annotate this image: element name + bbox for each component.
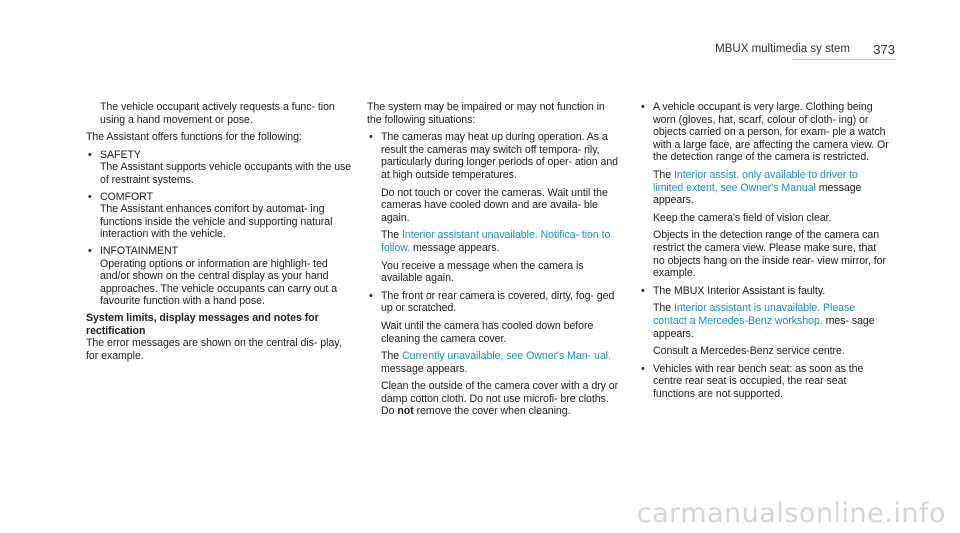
intro-paragraph: The vehicle occupant actively requests a func- tion using a hand movement or pose. [100, 101, 335, 126]
instruction-text: Wait until the camera has cooled down before cleaning the camera cover. [381, 319, 594, 345]
header-rule [792, 59, 896, 60]
list-item-comfort [86, 191, 356, 241]
message-paragraph [381, 229, 622, 254]
service-text: Consult a Mercedes-Benz service centre. [653, 345, 845, 358]
list-item-text: • Vehicles with rear bench seat: as soon as the centre rear seat is occupied, the rear seat functions are not supported. [653, 362, 864, 400]
column-left [86, 101, 356, 367]
message-prefix: The [653, 302, 672, 315]
watermark: carmanualsonline.info [636, 498, 946, 529]
display-message-link: Currently unavailable, see Owner's Man- ual. [402, 350, 611, 363]
list-item-text: • A vehicle occupant is very large. Clothing being worn (gloves, hat, scarf, colour of cloth- ing) or objects carried on a person, for exam- ple a watch with a large face, are affecting the camera view. Or the detection range of the camera is restricted. [653, 101, 889, 164]
emphasis-not: not [397, 405, 414, 418]
list-item-infotainment [86, 245, 356, 308]
column-middle [367, 101, 622, 423]
section-heading: System limits, display messages and notes for rectification [86, 311, 319, 337]
list-item-text: The Assistant supports vehicle occupants with the use of restraint systems. [100, 161, 352, 186]
message-prefix: The [653, 168, 672, 181]
display-message-link: Interior assistant is unavailable. Please contact a Mercedes-Benz workshop. [653, 302, 856, 327]
error-messages-paragraph: The error messages are shown on the central dis- play, for example. [86, 337, 342, 362]
header-title: MBUX multimedia sy stem [715, 43, 850, 55]
instruction-text: Keep the camera's field of vision clear. [653, 211, 832, 224]
page-header [0, 40, 960, 60]
list-item-heat [367, 131, 622, 285]
message-suffix: mes- sage appears. [653, 314, 875, 340]
message-prefix: The [381, 229, 400, 242]
list-item-text: • The front or rear camera is covered, dirty, fog- ged up or scratched. [381, 289, 615, 315]
message-paragraph [653, 169, 889, 207]
list-item-title: • SAFETY [100, 148, 141, 161]
message-suffix: message appears. [381, 362, 468, 375]
list-item-text: The Assistant enhances comfort by automat- ing functions inside the vehicle and supporting natural interaction with the vehicle. [100, 203, 333, 241]
list-item-covered [367, 290, 622, 418]
list-item-text: Operating options or information are highligh- ted and/or shown on the central display as your hand approaches. The vehicle occupants can carry out a favourite function with a hand pose. [100, 257, 338, 308]
list-item-safety [86, 149, 356, 187]
list-item-text: • The MBUX Interior Assistant is faulty. [653, 284, 826, 297]
objects-text: Objects in the detection range of the camera can restrict the camera view. Please make sure, that no objects hang on the inside rear- view mirror, for example. [653, 229, 886, 280]
instruction-text: Do not touch or cover the cameras. Wait until the cameras have cooled down and are availa- ble again. [381, 186, 608, 224]
message-suffix: message appears. [413, 241, 500, 254]
cleaning-text: Clean the outside of the camera cover with a dry or damp cotton cloth. Do not use microfi- bre cloths. Do [381, 380, 619, 418]
message-paragraph [381, 350, 622, 375]
message-prefix: The [381, 350, 400, 363]
availability-text: You receive a message when the camera is available again. [381, 259, 584, 285]
list-item-title: • INFOTAINMENT [100, 244, 179, 257]
list-item-text: • The cameras may heat up during operation. As a result the cameras may switch off tempora- rily, particularly during longer periods of oper- ation and at high outside temperatures. [381, 131, 619, 181]
list-item-faulty [639, 285, 889, 358]
column-right [639, 101, 889, 405]
cleaning-text-end: remove the cover when cleaning. [416, 405, 571, 418]
message-suffix: message appears. [653, 181, 862, 207]
list-item-title: • COMFORT [100, 190, 154, 203]
display-message-link: Interior assistant unavailable. Notifica- tion to follow. [381, 229, 611, 254]
situations-intro: The system may be impaired or may not function in the following situations: [367, 101, 605, 126]
message-paragraph [653, 302, 889, 340]
list-item-rear-bench [639, 363, 889, 401]
list-item-large-occupant [639, 101, 889, 280]
display-message-link: Interior assist. only available to driver to limited extent, see Owner's Manual [653, 168, 858, 194]
functions-intro: The Assistant offers functions for the following: [86, 131, 302, 144]
page-number: 373 [873, 42, 895, 57]
cleaning-paragraph [381, 380, 622, 418]
